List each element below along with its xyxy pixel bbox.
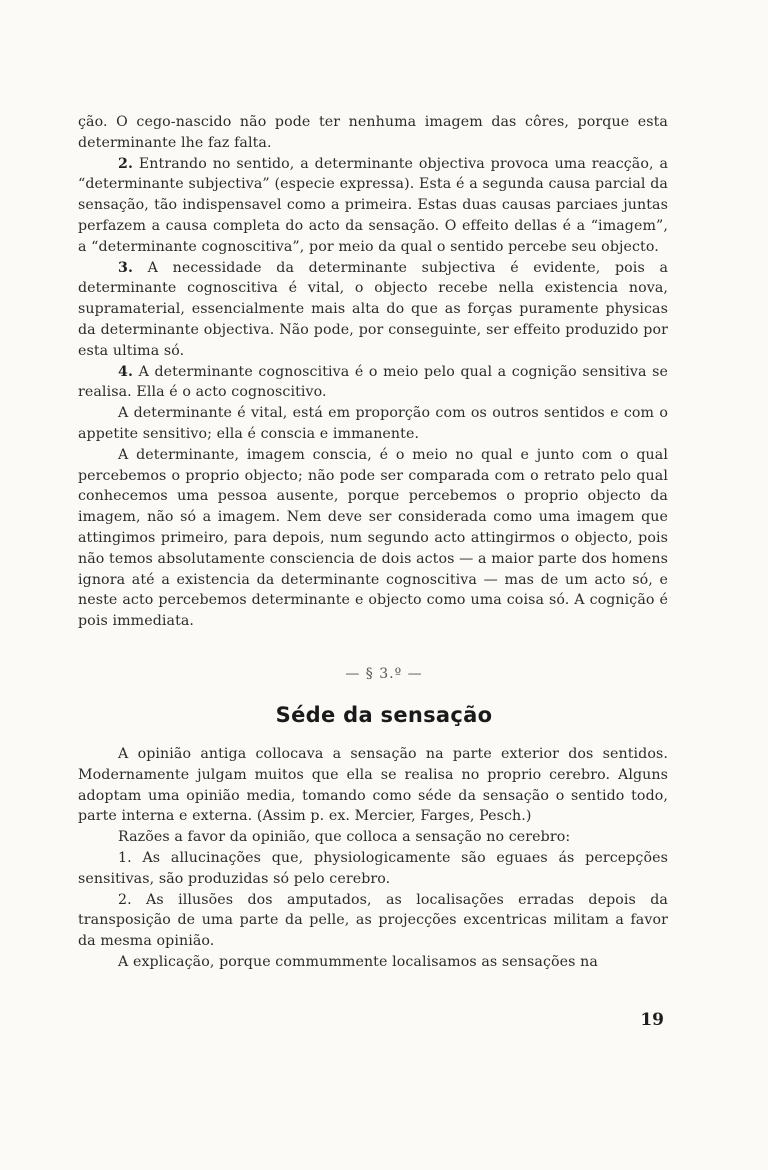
paragraph-text: ção. O cego-nascido não pode ter nenhuma imagem das côres, porque esta determinante lhe faz falta. — [78, 114, 668, 151]
paragraph-text: Entrando no sentido, a determinante objectiva provoca uma reacção, a “determinante subjectiva” (especie expressa). Esta é a segunda causa parcial da sensação, tão indispensavel como a primeira. Estas duas causas parciaes juntas perfazem a causa completa do acto da sensação. O effeito dellas é a “imagem”, a “determinante cognoscitiva”, por meio da qual o sentido percebe seu objecto. — [78, 155, 668, 255]
list-item-2 — [78, 890, 668, 952]
section-marker: — § 3.º — — [345, 666, 423, 682]
paragraph-number: 4. — [118, 363, 134, 380]
list-number: 1. — [118, 849, 132, 866]
list-number: 2. — [118, 891, 132, 908]
paragraph-2 — [78, 154, 668, 258]
paragraph — [78, 744, 668, 827]
paragraph-text: Razões a favor da opinião, que colloca a sensação no cerebro: — [118, 829, 571, 846]
paragraph-3 — [78, 258, 668, 362]
paragraph-text: A determinante cognoscitiva é o meio pelo qual a cognição sensitiva se realisa. Ella é o acto cognoscitivo. — [78, 363, 668, 401]
paragraph-text: A necessidade da determinante subjectiva é evidente, pois a determinante cognoscitiva é vital, o objecto recebe nella existencia nova, supramaterial, essencialmente mais alta do que as forças puramente physicas da determinante objectiva. Não pode, por conseguinte, ser effeito produzido por esta ultima só. — [78, 259, 668, 359]
paragraph-text: A determinante é vital, está em proporção com os outros sentidos e com o appetite sensitivo; ella é conscia e immanente. — [78, 405, 668, 442]
paragraph — [78, 403, 668, 445]
paragraph — [78, 445, 668, 632]
paragraph-number: 2. — [118, 155, 134, 172]
paragraph-text: As allucinações que, physiologicamente são eguaes ás percepções sensitivas, são produzidas só pelo cerebro. — [78, 849, 668, 887]
page-number: 19 — [640, 1010, 664, 1030]
paragraph-number: 3. — [118, 259, 134, 276]
paragraph-continuation — [78, 112, 668, 154]
text-block-bottom — [78, 744, 668, 973]
text-block-top — [78, 112, 668, 632]
section-title: Séde da sensação — [275, 703, 493, 727]
paragraph-text: A opinião antiga collocava a sensação na parte exterior dos sentidos. Modernamente julgam muitos que ella se realisa no proprio cerebro. Alguns adoptam uma opinião media, tomando como séde da sensação o sentido todo, parte interna e externa. (Assim p. ex. Mercier, Farges, Pesch.) — [78, 746, 668, 825]
paragraph — [78, 952, 668, 973]
paragraph-text: As illusões dos amputados, as localisações erradas depois da transposição de uma parte da pelle, as projecções excentricas militam a favor da mesma opinião. — [78, 891, 668, 950]
paragraph-4 — [78, 362, 668, 404]
paragraph-text: A explicação, porque commummente localisamos as sensações na — [118, 953, 598, 970]
list-item-1 — [78, 848, 668, 890]
paragraph-text: A determinante, imagem conscia, é o meio no qual e junto com o qual percebemos o proprio objecto; não pode ser comparada com o retrato pelo qual conhecemos uma pessoa ausente, porque percebemos o proprio objecto da imagem, não só a imagem. Nem deve ser considerada como uma imagem que attingimos primeiro, para depois, num segundo acto attingirmos o objecto, pois não temos absolutamente consciencia de dois actos — a maior parte dos homens ignora até a existencia da determinante cognoscitiva — mas de um acto só, e neste acto percebemos determinante e objecto como uma coisa só. A cognição é pois immediata. — [78, 446, 668, 630]
paragraph — [78, 827, 668, 848]
